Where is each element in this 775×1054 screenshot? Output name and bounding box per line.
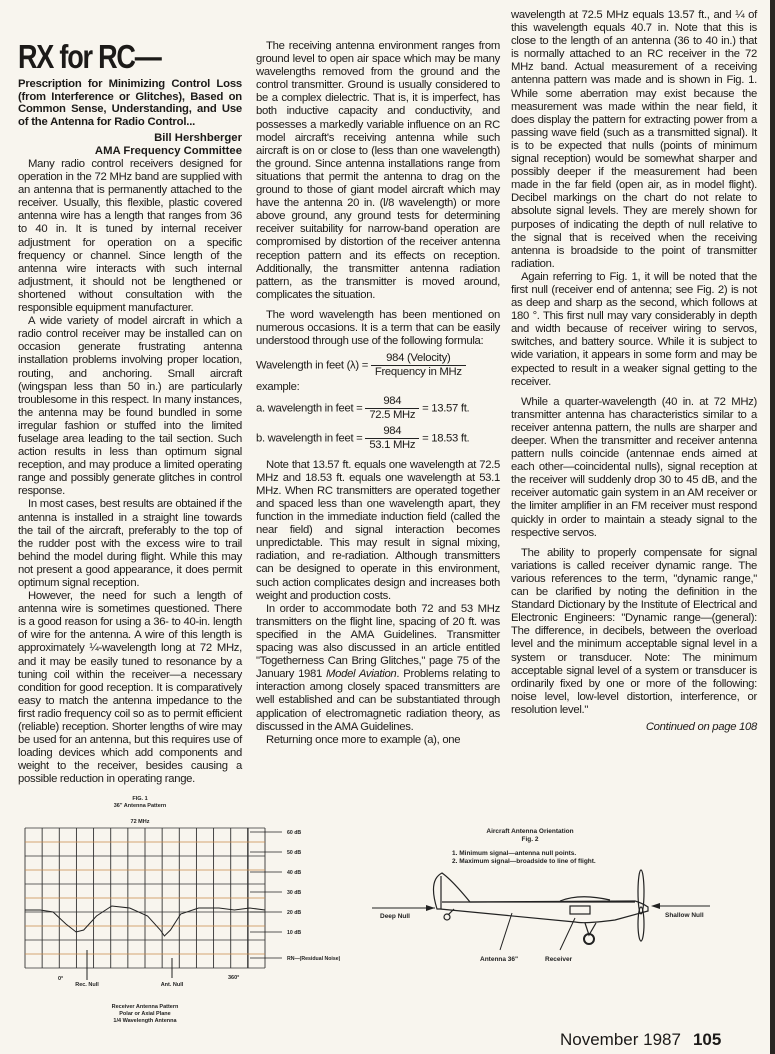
- formula-fraction: [371, 352, 466, 379]
- article-title: RX for RC—: [18, 38, 161, 75]
- rec-null-label: Rec. Null: [75, 982, 99, 988]
- db-labels: [250, 830, 340, 962]
- paragraph: In most cases, best results are obtained if the antenna is installed in a straight line towards the tail of the aircraft, preferably to the top of the rudder post with the excess wire to trail behind the model during flight. While this may not present a good appearance, it does permit optimum signal reception.: [18, 498, 242, 589]
- example-a-lhs: a. wavelength in feet =: [256, 402, 363, 415]
- deep-null-label: Deep Null: [380, 913, 410, 920]
- page-number: 105: [692, 1030, 722, 1049]
- example-b-lhs: b. wavelength in feet =: [256, 432, 363, 445]
- receiver-label: Receiver: [545, 956, 573, 963]
- ant-null-label: Ant. Null: [160, 982, 184, 988]
- paragraph: The ability to properly compensate for signal variations is called receiver dynamic range. The various references to the term, "dynamic range," can be clarified by noting the definition in the Standard Dictionary by the Institute of Electrical and Electronic Engineers: "Dynamic range—(general): The difference, in decibels, between the overload level and the minimum acceptable signal level in a system or transducer. Note: The minimum acceptable signal level of a system or transducer is ordinarily fixed by one or more of the following: noise level, low-level distortion, interference, or resolution level.": [511, 546, 757, 716]
- db-label: 20 dB: [287, 910, 302, 916]
- fig2-number: Fig. 2: [521, 836, 539, 843]
- paragraph: wavelength at 72.5 MHz equals 13.57 ft., and ¼ of this wavelength equals 40.7 in. Note that this is close to the length of an antenna (36 to 40 in.) that is normally attached to an RC receiver in the 72 MHz band. Actual measurement of a receiving antenna pattern was made and is shown in Fig. 1. While some aberration may exist because the measurement was made within the near field, it does display the pattern for extracting power from a passing wave field (such as a transmitted signal). It is to be expected that nulls (points of minimum signal reception) would be somewhat sharper and possibly deeper if the measurement had been made in the far field (open air, as in model flight). Decibel markings on the chart do not relate to absolute signal levels. They are merely shown for purposes of indicating the depth of null relative to the signal that is received when the receiving antenna is broadside to the point of transmitter radiation.: [511, 9, 757, 270]
- fig1-frequency: 72 MHz: [130, 819, 150, 825]
- column-1: [18, 158, 242, 787]
- example-a: [256, 395, 500, 422]
- shallow-null-label: Shallow Null: [665, 912, 704, 919]
- chart-grid: [25, 828, 265, 968]
- byline: [18, 132, 242, 157]
- denominator: 72.5 MHz: [369, 409, 416, 422]
- antenna-label: Antenna 36": [480, 956, 519, 963]
- db-label: RN—(Residual Noise): [287, 956, 340, 962]
- page-footer: [560, 1030, 721, 1050]
- numerator: 984: [365, 425, 419, 439]
- text: . Problems relating to interaction among closely spaced transmitters are well established and can be substantiated through application of electromagnetic radiation theory, as discussed in the AMA Guidelines.: [256, 668, 500, 733]
- fig2-note-2: 2. Maximum signal—broadside to line of flight.: [452, 858, 596, 865]
- paragraph: A wide variety of model aircraft in which a radio control receiver may be installed can on occasion generate frustrating antenna installation problems involving proper location, routing, and anchoring. Small aircraft (wingspan less than 50 in.) are particularly troublesome in this respect. In many instances, the antenna may be found bundled in some irregular fashion or stuffed into the limited fuselage area leading to the tail section. Such action results in less than optimum signal reception, and may produce a limited operating range and possibly generate glitches in control response.: [18, 315, 242, 498]
- issue-date: November 1987: [560, 1030, 681, 1049]
- paragraph: Again referring to Fig. 1, it will be noted that the first null (receiver end of antenna; see Fig. 2) is not as deep and sharp as the second, which follows at 180 °. This first null may vary considerably in depth and width because of receiver wiring to servos, switches, and battery source. While it is subject to wide variation, it appears in some form and may be expected to result in a weaker signal getting to the receiver.: [511, 270, 757, 388]
- antenna-pointer: [500, 913, 512, 950]
- numerator: 984 (Velocity): [371, 352, 466, 366]
- example-b-result: = 18.53 ft.: [422, 432, 470, 445]
- db-label: 50 dB: [287, 850, 302, 856]
- continued-note: Continued on page 108: [645, 720, 757, 733]
- db-label: 40 dB: [287, 870, 302, 876]
- denominator: 53.1 MHz: [369, 438, 416, 451]
- example-a-result: = 13.57 ft.: [422, 402, 470, 415]
- column-2: [256, 40, 500, 747]
- db-label: 30 dB: [287, 890, 302, 896]
- example-b-fraction: [365, 425, 419, 452]
- article-subtitle: Prescription for Minimizing Control Loss (from Interference or Glitches), Based on Common Sense, Understanding, and Use of the Antenna for Radio Control...: [18, 78, 242, 128]
- figure-1-chart: [0, 790, 340, 1030]
- wavelength-formula: [256, 352, 500, 379]
- paragraph: Note that 13.57 ft. equals one wavelength at 72.5 MHz and 18.53 ft. equals one wavelength at 53.1 MHz. When RC transmitters are operated together and spaced less than one wavelength apart, they function in the immediate induction field (called the near field) and signal interaction becomes unpredictable. This may result in signal mixing, radiation, and re-radiation. Although transmitters can be designed to operate in this environment, such action complicates design and increases both weight and production costs.: [256, 458, 500, 602]
- formula-lhs: Wavelength in feet (λ) =: [256, 359, 368, 372]
- fig1-subtitle: 36" Antenna Pattern: [113, 803, 167, 809]
- fig2-title: Aircraft Antenna Orientation: [486, 828, 574, 835]
- paragraph: The word wavelength has been mentioned on numerous occasions. It is a term that can be easily understood through use of the following formula:: [256, 308, 500, 348]
- arrowhead-icon: [426, 905, 435, 911]
- x-start-label: 0°: [58, 976, 64, 982]
- x-end-label: 360°: [228, 975, 240, 981]
- author: Bill Hershberger: [154, 132, 242, 144]
- paragraph: Returning once more to example (a), one: [266, 733, 461, 746]
- example-a-fraction: [365, 395, 419, 422]
- example-label: example:: [256, 381, 300, 394]
- caption-line-3: 1/4 Wavelength Antenna: [113, 1018, 177, 1024]
- db-label: 60 dB: [287, 830, 302, 836]
- fig2-note-1: 1. Minimum signal—antenna null points.: [452, 850, 577, 857]
- paragraph: Many radio control receivers designed for operation in the 72 MHz band are supplied with an antenna that is permanently attached to the receiver. Usually, this flexible, plastic covered antenna wire has a length that ranges from 36 to 40 in. It is tuned by internal receiver adjustment for operation on a specific frequency or channel. Since length of the antenna wire interacts with such internal adjustment, it should not be lengthened or shortened without consultation with the responsible equipment manufacturer.: [18, 158, 242, 315]
- caption-line-1: Receiver Antenna Pattern: [111, 1004, 179, 1010]
- numerator: 984: [365, 395, 419, 409]
- magazine-title: Model Aviation: [326, 668, 397, 681]
- page-edge: [770, 0, 775, 1054]
- airplane-icon: [433, 870, 648, 944]
- fig1-title: FIG. 1: [132, 796, 148, 802]
- text: In order to accommodate both 72 and 53 MHz transmitters on the flight line, spacing of 20 ft. was specified in the AMA Guidelines. Transmitter spacing was also discussed in an article entitled "Togetherness Can Bring Glitches," page 75 of the January 1981: [256, 602, 500, 681]
- receiver-pointer: [560, 918, 575, 950]
- db-label: 10 dB: [287, 930, 302, 936]
- caption-line-2: Polar or Axial Plane: [119, 1011, 171, 1017]
- paragraph: [256, 603, 500, 734]
- arrowhead-icon: [651, 903, 660, 909]
- example-b: [256, 425, 500, 452]
- denominator: Frequency in MHz: [374, 366, 462, 379]
- paragraph: The receiving antenna environment ranges from ground level to open air space which may be many wavelengths removed from the ground and the control transmitter. Ground is usually considered to be a complex dielectric. That is, it is imperfect, has both inductive capacity and conductivity, and possesses a markedly variable influence on an RC model aircraft's receiving antenna while such aircraft is on or close to (less than one wavelength) the ground. Since antenna installations range from situations that permit the antenna to drag on the ground to those of giant model aircraft which may have the antenna 20 in. (l/8 wavelength) or more above ground, any ground tests for determining receiver suitability for narrow-band operation are compromised by distortion of the receiver antenna reception pattern and its effects on reception. Additionally, the transmitter antenna radiation pattern, as the transmitter is moved around, complicates the situation.: [256, 40, 500, 301]
- column-3: [511, 9, 757, 734]
- figure-2-diagram: [370, 820, 770, 970]
- paragraph: However, the need for such a length of antenna wire is sometimes questioned. There is a good reason for using a 36- to 40-in. length of wire for the antenna. A wire of this length is approximately ¼-wavelength long at 72 MHz, and it may be easily tuned to resonance by a tuning coil within the receiver—a necessary condition for good reception. It is comparatively easy to match the antenna impedance to the first radio frequency coil so as to permit efficient (reliable) reception. Shorter lengths of wire may be used for an antenna, but this requires use of loading devices which add components and weight to the receiver, besides causing a possible reduction in operating range.: [18, 590, 242, 786]
- paragraph: While a quarter-wavelength (40 in. at 72 MHz) transmitter antenna has characteristics similar to a receiver antenna pattern, the nulls are sharper and deeper. When the transmitter and receiver antenna pattern nulls coincide (antennae ends aimed at each other—coincidental nulls), signal reception at the receiver will suddenly drop 30 to 45 dB, and the receiver automatic gain system in an AM receiver or the limiter amplifier in an FM receiver must respond quickly in order to maintain a steady signal to the respective servos.: [511, 395, 757, 539]
- author-affiliation: AMA Frequency Committee: [94, 144, 242, 157]
